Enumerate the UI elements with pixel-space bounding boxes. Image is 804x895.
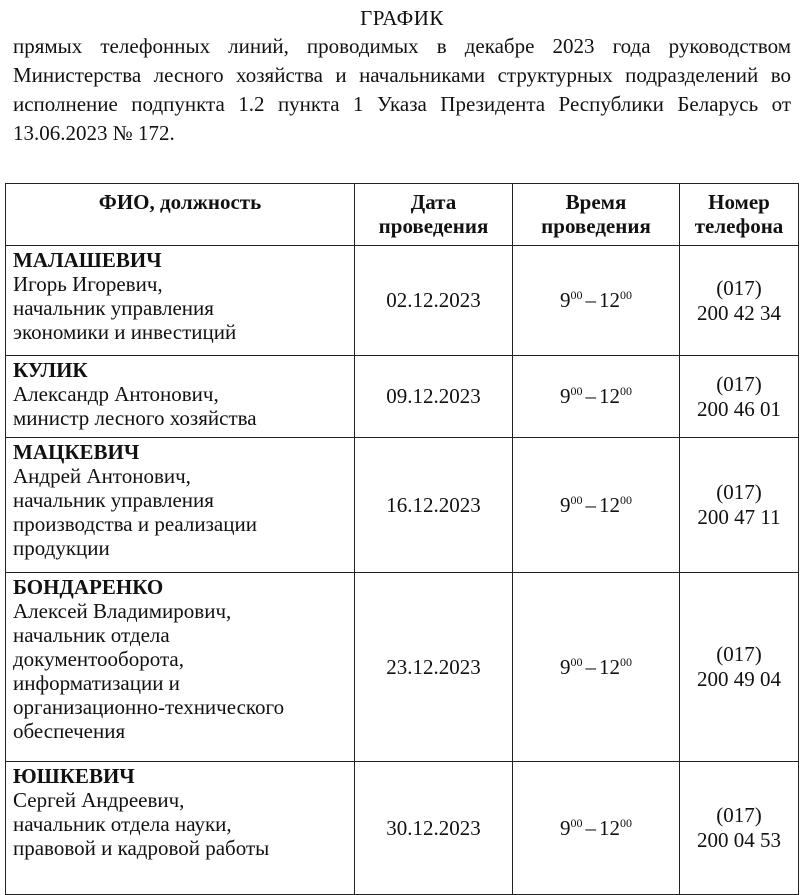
date-value: 30.12.2023: [386, 815, 481, 840]
position-line: информатизации и: [13, 671, 180, 695]
document-intro: прямых телефонных линий, проводимых в декабре 2023 года руководством Министерства лесного хозяйства и начальниками структурных подразделений во исполнение подпункта 1.2 пункта 1 Указа Президента Республики Беларусь от 13.06.2023 № 172.: [13, 34, 791, 145]
table-row: [6, 573, 799, 762]
phone-code: (017): [716, 803, 762, 827]
table-row: [6, 762, 799, 895]
date-cell: [355, 438, 513, 573]
time-end: 12: [599, 654, 620, 679]
time-end-minutes: 00: [620, 815, 632, 830]
header-date-line2: проведения: [378, 214, 489, 238]
header-date-line1: Дата: [410, 190, 457, 214]
time-start-minutes: 00: [570, 815, 583, 830]
time-start: 9: [560, 815, 571, 840]
time-end: 12: [599, 492, 620, 517]
position-line: производства и реализации: [13, 512, 257, 536]
position-line: организационно-технического: [13, 695, 285, 719]
table-header-row: [6, 184, 799, 246]
schedule-table: [5, 183, 799, 895]
table-row: [6, 438, 799, 573]
header-phone-line2: телефона: [694, 214, 784, 238]
time-start-minutes: 00: [570, 492, 583, 507]
header-name: [6, 184, 355, 246]
position-line: начальник управления: [13, 488, 214, 512]
position-line: министр лесного хозяйства: [13, 406, 257, 430]
name-cell: [6, 438, 355, 573]
position-line: Александр Антонович,: [13, 382, 219, 406]
phone-code: (017): [716, 642, 762, 666]
phone-number: 200 04 53: [697, 828, 781, 852]
header-name-label: ФИО, должность: [98, 190, 262, 214]
surname: МАЛАШЕВИЧ: [13, 248, 162, 272]
time-cell: [513, 573, 680, 762]
phone-code: (017): [716, 371, 762, 396]
table-row: [6, 356, 799, 438]
time-start: 9: [560, 288, 571, 312]
phone-code: (017): [716, 275, 762, 300]
name-cell: [6, 356, 355, 438]
time-start: 9: [560, 384, 571, 408]
time-end: 12: [599, 288, 620, 312]
time-end: 12: [599, 384, 620, 408]
position-line: правовой и кадровой работы: [13, 836, 270, 860]
header-time-line2: проведения: [541, 214, 651, 238]
time-start-minutes: 00: [570, 288, 583, 302]
header-phone-line1: Номер: [708, 190, 770, 214]
header-phone: [680, 184, 799, 246]
phone-cell: [680, 762, 799, 895]
date-cell: [355, 246, 513, 356]
date-cell: [355, 762, 513, 895]
position-line: начальник управления: [13, 296, 214, 320]
surname: ЮШКЕВИЧ: [13, 764, 135, 788]
header-time: [513, 184, 680, 246]
time-dash: –: [585, 815, 596, 840]
position-line: Андрей Антонович,: [13, 464, 191, 488]
time-start: 9: [560, 654, 571, 679]
header-time-line1: Время: [565, 190, 627, 214]
surname: КУЛИК: [13, 358, 88, 382]
surname: БОНДАРЕНКО: [13, 575, 164, 599]
surname: МАЦКЕВИЧ: [13, 440, 140, 464]
time-dash: –: [585, 654, 596, 679]
time-dash: –: [585, 288, 596, 312]
time-end-minutes: 00: [620, 288, 632, 302]
phone-number: 200 49 04: [697, 667, 781, 691]
time-end-minutes: 00: [620, 654, 632, 669]
time-dash: –: [585, 384, 596, 408]
phone-number: 200 47 11: [697, 505, 781, 529]
time-end-minutes: 00: [620, 384, 632, 398]
position-line: экономики и инвестиций: [13, 320, 237, 344]
phone-cell: [680, 356, 799, 438]
header-date: [355, 184, 513, 246]
time-dash: –: [585, 492, 596, 517]
time-cell: [513, 246, 680, 356]
time-start: 9: [560, 492, 571, 517]
table-row: [6, 246, 799, 356]
date-cell: [355, 573, 513, 762]
name-cell: [6, 573, 355, 762]
name-cell: [6, 762, 355, 895]
position-line: Игорь Игоревич,: [13, 272, 163, 296]
position-line: начальник отдела: [13, 623, 170, 647]
phone-number: 200 42 34: [697, 300, 781, 325]
position-line: начальник отдела науки,: [13, 812, 232, 836]
position-line: Алексей Владимирович,: [13, 599, 232, 623]
time-end-minutes: 00: [620, 492, 632, 507]
date-cell: [355, 356, 513, 438]
time-cell: [513, 762, 680, 895]
document-title: ГРАФИК: [360, 6, 444, 30]
position-line: Сергей Андреевич,: [13, 788, 185, 812]
time-end: 12: [599, 815, 620, 840]
phone-cell: [680, 246, 799, 356]
time-cell: [513, 356, 680, 438]
date-value: 09.12.2023: [386, 384, 481, 408]
phone-cell: [680, 573, 799, 762]
position-line: обеспечения: [13, 719, 126, 743]
time-cell: [513, 438, 680, 573]
date-value: 23.12.2023: [386, 654, 481, 679]
name-cell: [6, 246, 355, 356]
phone-code: (017): [716, 480, 762, 504]
position-line: документооборота,: [13, 647, 184, 671]
phone-cell: [680, 438, 799, 573]
date-value: 02.12.2023: [386, 288, 481, 312]
time-start-minutes: 00: [570, 384, 583, 398]
phone-number: 200 46 01: [697, 396, 781, 421]
time-start-minutes: 00: [570, 654, 583, 669]
position-line: продукции: [13, 536, 110, 560]
date-value: 16.12.2023: [386, 492, 481, 517]
